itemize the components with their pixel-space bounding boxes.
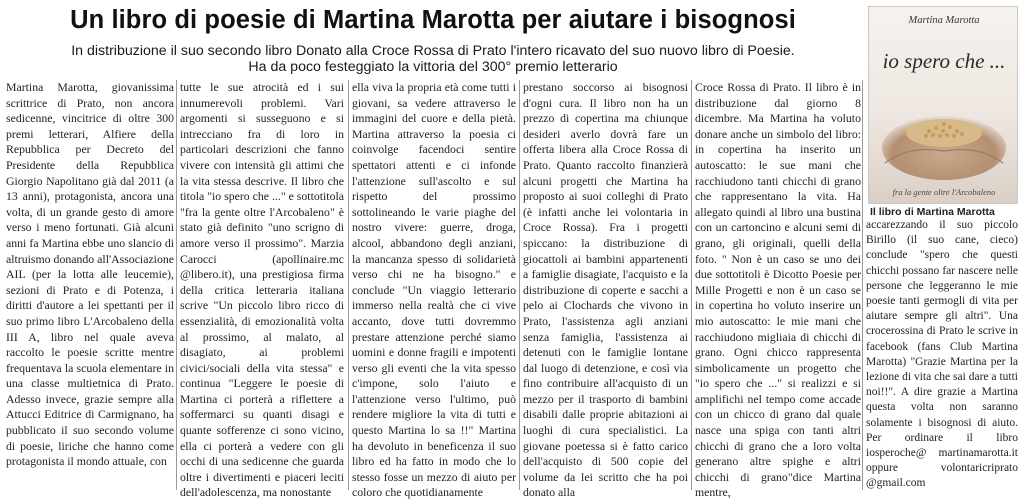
article-column-6	[866, 218, 1018, 494]
column-divider	[862, 80, 863, 490]
column-text: Croce Rossa di Prato. Il libro è in distribuzione dal giorno 8 dicembre. Ma Martina ha voluto donare anche un simbolo del libro: in copertina ha inserito un autoscatto: le sue mani che racchiudono tanti chicchi di grano che rappresentano la vita. Ha allegato quindi al libro una bustina con un cartoncino e alcuni semi di grano, gli originali, quelli della foto. " Non è un caso se uno dei due sottotitoli è Dicotto Poesie per Mille Progetti e non è un caso se in copertina ho voluto inserire un mio autoscatto: le mie mani che racchiudono migliaia di chicchi di grano. Ogni chicco rappresenta simbolicamente un progetto che "io spero che ..." si realizzi e si amplifichi nel tempo come accade con un chicco di grano dal quale nasce una spiga con tanti altri chicchi di grano che a loro volta generano altre spighe e altri chicchi di grano"dice Martina mentre,	[695, 80, 861, 500]
subheading-line-1: In distribuzione il suo secondo libro Donato alla Croce Rossa di Prato l'intero ricavato del suo nuovo libro di Poesie.	[71, 43, 795, 59]
column-text: accarezzando il suo piccolo Birillo (il suo cane, cieco) conclude "spero che questi chicchi possano far nascere nelle persone che leggeranno le mie poesie tanti germogli di vita per aiutare sempre gli altri". Una crocerossina di Prato le scrive in facebook (fans Club Martina Marotta) "Grazie Martina per la lezione di vita che sai dare a tutti noi!!". A dire grazie a Martina questa volta non saranno solamente i bisognosi di aiuto. Per ordinare il libro iosperoche@ martinamarotta.it oppure volontaricriprato @gmail.com	[866, 219, 1018, 490]
book-cover-image	[868, 6, 1018, 204]
article-column-4	[523, 80, 688, 500]
hands-with-grain-photo	[879, 93, 1009, 181]
column-divider	[519, 80, 520, 490]
column-divider	[176, 80, 177, 490]
book-cover-title: io spero che ...	[882, 49, 1006, 73]
article-column-5	[695, 80, 861, 500]
column-text: Martina Marotta, giovanissima scrittrice di Prato, non ancora sedicenne, vincitrice di oltre 300 premi letterari, Alfiere della Repubblica per Decreto del Presidente della Repubblica Giorgio Napolitano già dal 2011 (a 13 anni), protagonista, ancora una volta, di un grande gesto di amore verso i meno fortunati. Già alcuni anni fa Martina ebbe uno slancio di altruismo donando all'Associazione AIL (per la lotta alle leucemie), sezioni di Prato e di Potenza, i diritti d'autore a lei spettanti per il suo primo libro L'Arcobaleno della III A, libro nel quale aveva raccolto le poesie scritte mentre frequentava la scuola elementare in una classe multietnica di Prato. Adesso invece, grazie sempre alla Attucci Editrice di Carmignano, ha pubblicato il suo secondo volume di poesie, liriche che hanno come protagonista il mondo attuale, con	[6, 80, 174, 469]
column-divider	[691, 80, 692, 490]
column-text: prestano soccorso ai bisognosi d'ogni cura. Il libro non ha un prezzo di copertina ma chiunque desideri averlo dovrà fare un offerta libera alla Croce Rossa di Prato. Quanto raccolto finanzierà alcuni progetti che Martina ha proposto ai suoi colleghi di Prato (è infatti anche lei volontaria in Croce Rossa). Fra i progetti spiccano: la distribuzione di giocattoli ai bambini appartenenti a famiglie disagiate, l'acquisto e la distribuzione di coperte e sacchi a pelo ai Clochards che vivono in Prato, l'assistenza agli anziani senza famiglia, l'assistenza ai detenuti con le famiglie lontane dal luogo di detenzione, e così via fino contribuire all'acquisto di un mezzo per il trasporto di bambini disabili dalle proprie abitazioni ai luoghi di cura specialistici. La giovane poetessa si è fatto carico dell'acquisto di 500 copie del volume da lei scritto che ha poi donato alla	[523, 80, 688, 500]
article-column-2	[180, 80, 344, 500]
article-column-1	[6, 80, 174, 492]
book-cover-tagline: fra la gente oltre l'Arcobaleno	[892, 187, 996, 197]
column-text: tutte le sue atrocità ed i sui innumerevoli problemi. Vari argomenti si susseguono e si intrecciano fra di loro in particolari descrizioni che fanno vivere con intensità gli attimi che la vita stessa descrive. Il libro che titola "io spero che ..." e sottotitola "fra la gente oltre l'Arcobaleno" è stato già definito "uno scrigno di amore verso il prossimo". Marzia Carocci (apollinaire.mc @libero.it), una prestigiosa firma della critica letteraria italiana scrive "Un piccolo libro ricco di essenzialità, di emozionalità volta al prossimo, al malato, al disagiato, ai problemi civici/sociali della vita stessa" e continua "Leggere le poesie di Martina ci porterà a riflettere a soffermarci su quanti disagi e quante sofferenze ci sono vicino, ella ci porterà a vedere con gli occhi di una sedicenne che guarda oltre i divertimenti e piaceri leciti dell'adolescenza, ma nonostante	[180, 80, 344, 500]
book-cover-caption: Il libro di Martina Marotta	[870, 206, 995, 218]
column-divider	[348, 80, 349, 490]
column-text: ella viva la propria età come tutti i giovani, sa vedere attraverso le immagini del cuore e della pietà. Martina attraverso la poesia ci coinvolge facendoci sentire spettatori attenti e ci infonde l'attenzione sull'ascolto e sul rispetto del prossimo sottolineando le varie piaghe del nostro vivere: guerre, droga, alcool, abbandono degli anziani, la mancanza spesso di solidarietà verso chi ne ha bisogno." e conclude "Un viaggio letterario immerso nella realtà che ci vive accanto, dove tutti dovremmo prestare attenzione perché siamo uomini e donne fragili e impotenti verso gli eventi che la vita spesso c'impone, solo l'aiuto e l'attenzione verso l'ultimo, può rendere migliore la vita di tutti e questo Martina lo sa !!" Martina ha devoluto in beneficenza il suo libro ed ha fatto in modo che lo stesso fosse un mezzo di aiuto per coloro che quotidianamente	[352, 80, 516, 500]
book-cover-author: Martina Marotta	[908, 15, 980, 26]
subheading-line-2: Ha da poco festeggiato la vittoria del 300° premio letterario	[248, 59, 618, 75]
article-column-3	[352, 80, 516, 500]
headline: Un libro di poesie di Martina Marotta per aiutare i bisognosi	[70, 6, 796, 34]
